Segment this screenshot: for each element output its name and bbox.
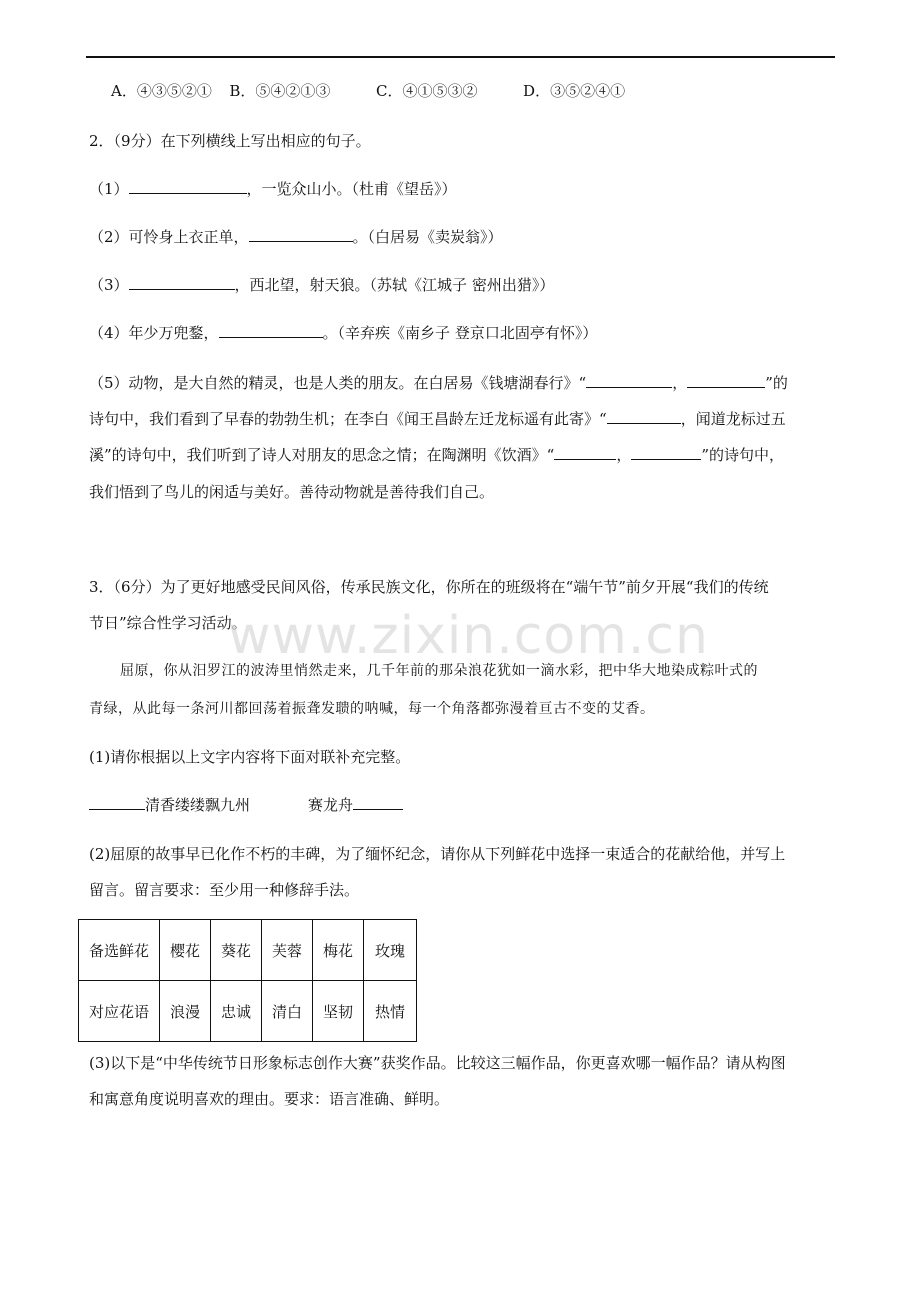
- couplet: [89, 794, 403, 815]
- q2-title: 2．（9分）在下列横线上写出相应的句子。: [89, 132, 371, 150]
- table-cell: 浪漫: [160, 981, 211, 1042]
- table-cell: 忠诚: [211, 981, 262, 1042]
- answer-blank[interactable]: [249, 226, 353, 242]
- q2-item-4: （4）年少万兜鍪， 。（辛弃疾《南乡子 登京口北固亭有怀》）: [89, 324, 598, 342]
- answer-blank[interactable]: [687, 372, 765, 388]
- answer-blank[interactable]: [554, 444, 616, 460]
- watermark: www.zixin.com.cn: [228, 606, 709, 666]
- q2-item-5-line-2: 诗句中，我们看到了早春的勃勃生机；在李白《闻王昌龄左迁龙标遥有此寄》“ ，闻道龙标过五: [89, 410, 786, 428]
- q2-item-5-line-3: 溪”的诗句中，我们听到了诗人对朋友的思念之情；在陶渊明《饮酒》“ ， ”的诗句中，: [89, 446, 785, 464]
- passage-line-1: 屈原，你从汨罗江的波涛里悄然走来，几千年前的那朵浪花犹如一滴水彩，把中华大地染成粽叶式的: [120, 663, 758, 679]
- q2-item-1: （1） ，一览众山小。（杜甫《望岳》）: [89, 180, 457, 198]
- table-cell: 热情: [364, 981, 417, 1042]
- answer-blank[interactable]: [219, 322, 323, 338]
- answer-blank[interactable]: [631, 444, 701, 460]
- table-cell: 芙蓉: [262, 920, 313, 981]
- table-cell: 对应花语: [79, 981, 160, 1042]
- q3-sub-3-line-1: (3)以下是“中华传统节日形象标志创作大赛”获奖作品。比较这三幅作品，你更喜欢哪一幅作品？请从构图: [89, 1054, 786, 1072]
- table-cell: 梅花: [313, 920, 364, 981]
- q1-options: [111, 80, 625, 101]
- table-cell: 坚韧: [313, 981, 364, 1042]
- answer-blank[interactable]: [129, 178, 247, 194]
- q2-item-3: （3） ，西北望，射天狼。（苏轼《江城子 密州出猎》）: [89, 276, 555, 294]
- option-a: A．④③⑤②①: [111, 82, 212, 100]
- q2-item-5-line-1: （5）动物，是大自然的精灵，也是人类的朋友。在白居易《钱塘湖春行》“ ， ”的: [89, 374, 788, 392]
- q3-sub-2-line-2: 留言。留言要求：至少用一种修辞手法。: [89, 881, 360, 899]
- answer-blank[interactable]: [586, 372, 672, 388]
- option-b: B．⑤④②①③: [229, 82, 331, 100]
- table-cell: 葵花: [211, 920, 262, 981]
- q3-sub-1: (1)请你根据以上文字内容将下面对联补充完整。: [89, 748, 411, 766]
- couplet-right: 赛龙舟: [308, 796, 354, 814]
- flower-table: [78, 919, 417, 1042]
- q2-item-2: （2）可怜身上衣正单， 。（白居易《卖炭翁》）: [89, 228, 503, 246]
- answer-blank[interactable]: [129, 274, 235, 290]
- option-c: C．④①⑤③②: [376, 82, 478, 100]
- table-cell: 樱花: [160, 920, 211, 981]
- couplet-left: 清香缕缕飘九州: [145, 796, 251, 814]
- q3-sub-2-line-1: (2)屈原的故事早已化作不朽的丰碑，为了缅怀纪念，请你从下列鲜花中选择一束适合的花献给他，并写上: [89, 845, 786, 863]
- q3-sub-3-line-2: 和寓意角度说明喜欢的理由。要求：语言准确、鲜明。: [89, 1090, 450, 1108]
- q3-title-line-2: 节日”综合性学习活动。: [89, 614, 247, 632]
- answer-blank[interactable]: [353, 794, 403, 810]
- q2-item-5-line-4: 我们悟到了鸟儿的闲适与美好。善待动物就是善待我们自己。: [89, 483, 495, 501]
- table-cell: 备选鲜花: [79, 920, 160, 981]
- table-cell: 玫瑰: [364, 920, 417, 981]
- passage-line-2: 青绿，从此每一条河川都回荡着振聋发聩的呐喊，每一个角落都弥漫着亘古不变的艾香。: [89, 701, 655, 717]
- option-d: D．③⑤②④①: [523, 82, 626, 100]
- q3-title-line-1: 3．（6分）为了更好地感受民间风俗，传承民族文化，你所在的班级将在“端午节”前夕开展“我们的传统: [89, 578, 769, 596]
- answer-blank[interactable]: [607, 408, 681, 424]
- answer-blank[interactable]: [89, 794, 145, 810]
- table-cell: 清白: [262, 981, 313, 1042]
- header-rule: [86, 56, 835, 58]
- table-row: [79, 920, 417, 981]
- table-row: [79, 981, 417, 1042]
